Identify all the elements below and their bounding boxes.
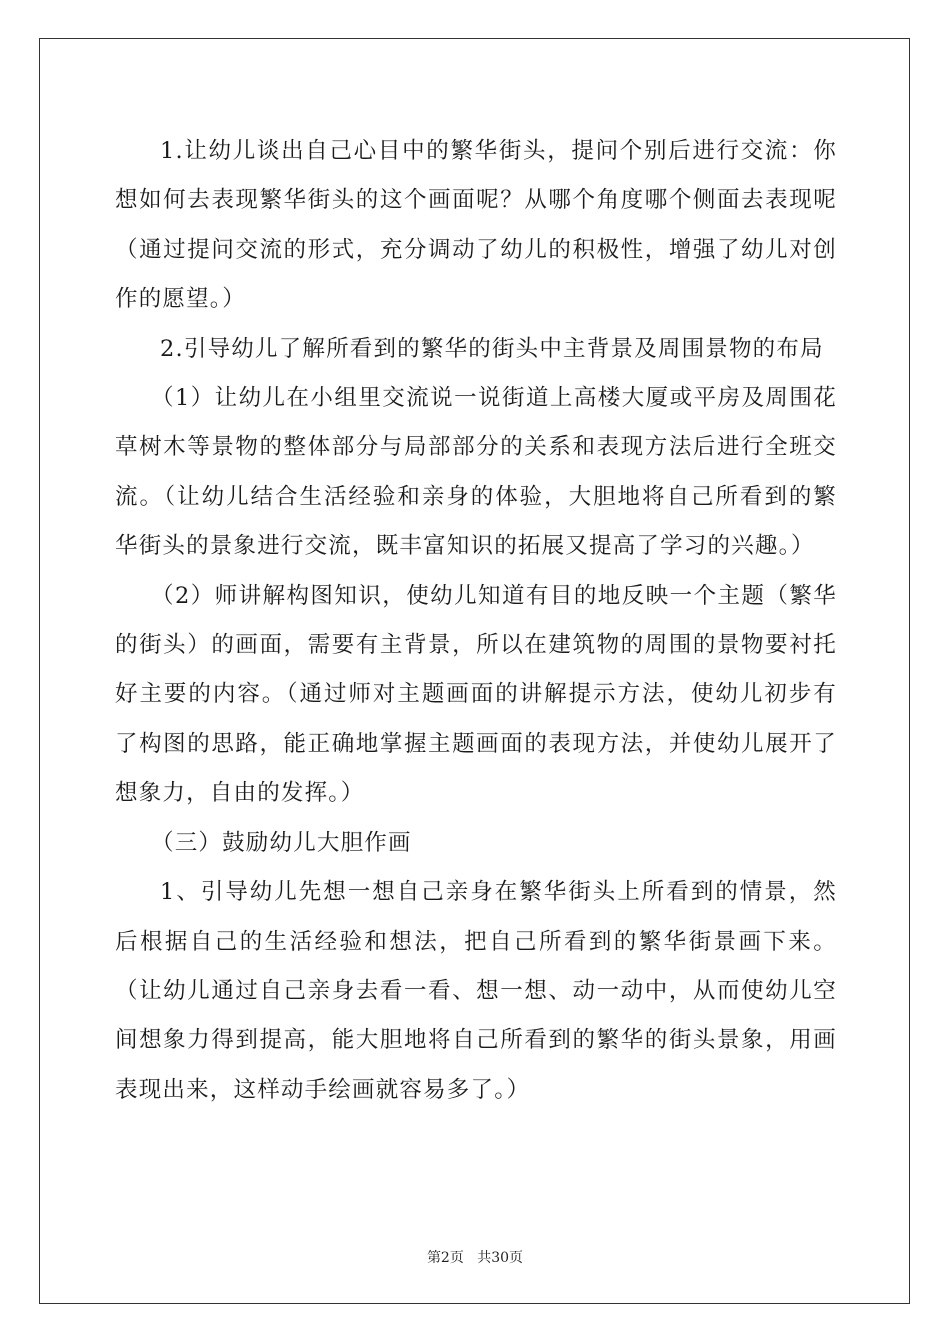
page-number: 第2页 xyxy=(426,1250,464,1266)
paragraph-2: 2.引导幼儿了解所看到的繁华的街头中主背景及周围景物的布局 xyxy=(160,335,824,362)
paragraph-3: （1）让幼儿在小组里交流说一说街道上高楼大厦或平房及周围花草树木等景物的整体部分与局部部分的关系和表现方法后进行全班交流。（让幼儿结合生活经验和亲身的体验，大胆地将自己所看到的繁华街头的景象进行交流，既丰富知识的拓展又提高了学习的兴趣。） xyxy=(115,385,837,560)
section-heading: （三）鼓励幼儿大胆作画 xyxy=(151,829,412,856)
paragraph-5: 1、引导幼儿先想一想自己亲身在繁华街头上所看到的情景，然后根据自己的生活经验和想法，把自己所看到的繁华街景画下来。（让幼儿通过自己亲身去看一看、想一想、动一动中，从而使幼儿空间想象力得到提高，能大胆地将自己所看到的繁华的街头景象，用画表现出来，这样动手绘画就容易多了。） xyxy=(115,879,837,1103)
page-footer xyxy=(0,1247,950,1267)
paragraph-4: （2）师讲解构图知识，使幼儿知道有目的地反映一个主题（繁华的街头）的画面，需要有主背景，所以在建筑物的周围的景物要衬托好主要的内容。（通过师对主题画面的讲解提示方法，使幼儿初步有了构图的思路，能正确地掌握主题画面的表现方法，并使幼儿展开了想象力，自由的发挥。） xyxy=(115,582,837,807)
document-body xyxy=(115,127,837,1115)
paragraph-1: 1.让幼儿谈出自己心目中的繁华街头，提问个别后进行交流：你想如何去表现繁华街头的这个画面呢？从哪个角度哪个侧面去表现呢（通过提问交流的形式，充分调动了幼儿的积极性，增强了幼儿对创作的愿望。） xyxy=(115,138,837,313)
total-pages: 共30页 xyxy=(477,1250,524,1266)
